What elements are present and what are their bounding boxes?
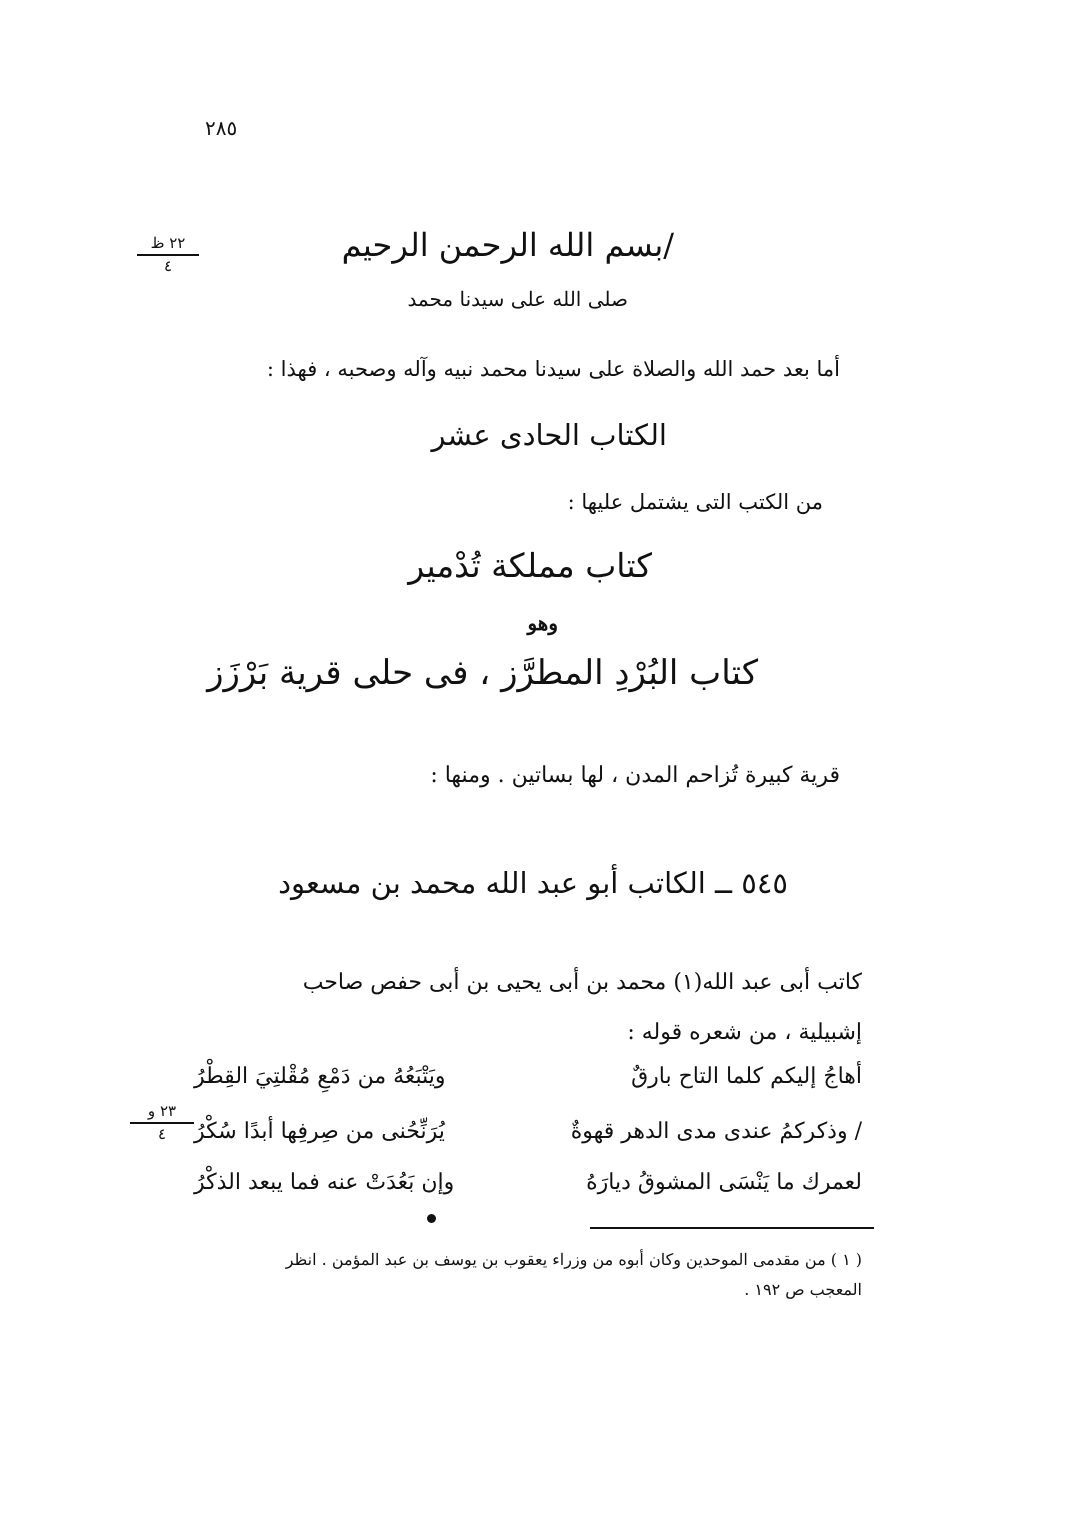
entry-heading: ٥٤٥ ــ الكاتب أبو عبد الله محمد بن مسعود: [278, 866, 788, 900]
biography-paragraph: [202, 958, 862, 1058]
burd-book-title: كتاب البُرْدِ المطرَّز ، فى حلى قرية بَرْزَز: [207, 653, 758, 693]
margin-note-numerator: ٢٣ و: [147, 1102, 177, 1120]
paragraph-line: إشبيلية ، من شعره قوله :: [627, 1020, 862, 1045]
margin-folio-note: [130, 1104, 194, 1142]
from-books-line: من الكتب التى يشتمل عليها :: [567, 490, 823, 514]
verse-first-hemistich: / وذكركمُ عندى مدى الدهر قهوةٌ: [570, 1119, 862, 1144]
kingdom-title: كتاب مملكة تُدْمير: [408, 546, 652, 585]
margin-note-denominator: ٤: [163, 257, 173, 275]
and-it-word: وهو: [527, 611, 558, 635]
verse-second-hemistich: يُرَنِّحُنى من صِرفِها أبدًا سُكْرُ: [194, 1119, 445, 1144]
page-number: ٢٨٥: [205, 116, 238, 140]
salutation-line: صلى الله على سيدنا محمد: [407, 287, 628, 311]
verse-first-hemistich: أهاجُ إليكم كلما التاح بارقٌ: [631, 1064, 862, 1089]
margin-note-numerator: ٢٢ ظ: [150, 234, 186, 252]
village-description: قرية كبيرة تُزاحم المدن ، لها بساتين . ومنها :: [430, 763, 840, 788]
intro-line: أما بعد حمد الله والصلاة على سيدنا محمد نبيه وآله وصحبه ، فهذا :: [266, 357, 840, 381]
footnote: [192, 1245, 862, 1305]
verse-first-hemistich: لعمرك ما يَنْسَى المشوقُ ديارَهُ: [586, 1170, 862, 1195]
verse-line: [194, 1170, 862, 1210]
ink-dot: [427, 1214, 436, 1223]
margin-note-denominator: ٤: [157, 1125, 167, 1143]
book-title: الكتاب الحادى عشر: [431, 418, 667, 452]
basmala-heading: /بسم الله الرحمن الرحيم: [341, 226, 674, 264]
verse-second-hemistich: ويَتْبَعُهُ من دَمْعِ مُقْلتِيَ القِطْرُ: [194, 1064, 446, 1089]
verse-line: [194, 1064, 862, 1104]
footnote-line: ( ١ ) من مقدمى الموحدين وكان أبوه من وزراء يعقوب بن يوسف بن عبد المؤمن . انظر: [285, 1250, 862, 1269]
margin-folio-note: [136, 236, 200, 274]
verse-second-hemistich: وإن بَعُدَتْ عنه فما يبعد الذكْرُ: [194, 1170, 455, 1195]
paragraph-line: كاتب أبى عبد الله(١) محمد بن أبى يحيى بن أبى حفص صاحب: [302, 970, 862, 995]
footnote-separator: [590, 1227, 874, 1229]
verse-line: [194, 1119, 862, 1159]
footnote-line: المعجب ص ١٩٢ .: [744, 1280, 862, 1299]
